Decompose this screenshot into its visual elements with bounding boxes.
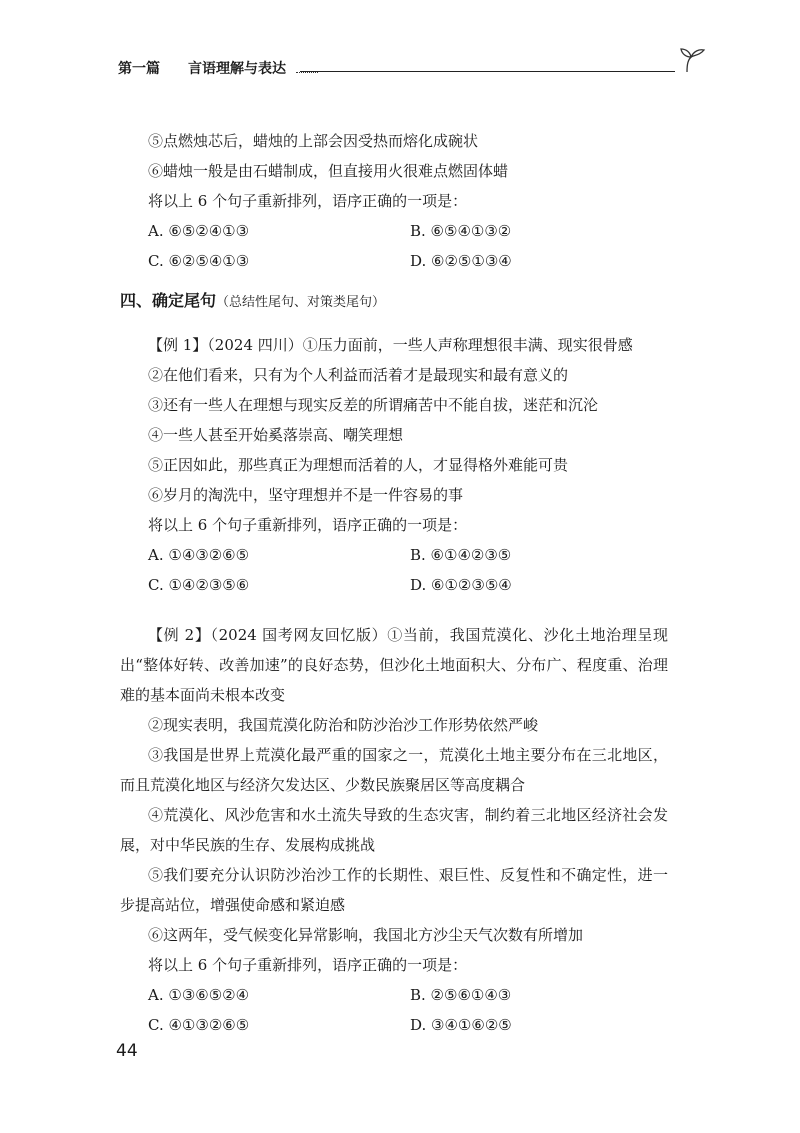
carryover-sentence-6: ⑥蜡烛一般是由石蜡制成，但直接用火很难点燃固体蜡	[148, 162, 509, 180]
sprout-icon	[675, 44, 709, 78]
section-subtitle: （总结性尾句、对策类尾句）	[216, 295, 386, 310]
example2-sentence-4: ④荒漠化、风沙危害和水土流失导致的生态灾害，制约着三北地区经济社会发展，对中华民族的生存、发展构成挑战	[120, 806, 668, 854]
section-title: 四、确定尾句	[120, 291, 217, 310]
section-heading	[120, 284, 668, 318]
example1-option-a: A. ①④③②⑥⑤	[148, 546, 250, 564]
running-header	[118, 58, 704, 80]
example2-sentence-6: ⑥这两年，受气候变化异常影响，我国北方沙尘天气次数有所增加	[148, 926, 584, 944]
example2-options-row-2	[120, 1010, 668, 1040]
example1-options-row-2	[120, 570, 668, 600]
example2-sentence-3: ③我国是世界上荒漠化最严重的国家之一，荒漠化土地主要分布在三北地区，而且荒漠化地区与经济欠发达区、少数民族聚居区等高度耦合	[120, 746, 668, 794]
carryover-option-d: D. ⑥②⑤①③④	[410, 252, 512, 270]
example1-options-row-1	[120, 540, 668, 570]
example1-sentence-5: ⑤正因如此，那些真正为理想而活着的人，才显得格外难能可贵	[148, 456, 569, 474]
example2-option-d: D. ③④①⑥②⑤	[410, 1016, 512, 1034]
example1-option-c: C. ①④②③⑤⑥	[148, 576, 250, 594]
example1-sentence-3: ③还有一些人在理想与现实反差的所谓痛苦中不能自拔，迷茫和沉沦	[148, 396, 599, 414]
carryover-option-c: C. ⑥②⑤④①③	[148, 252, 250, 270]
example1-sentence-6: ⑥岁月的淘洗中，坚守理想并不是一件容易的事	[148, 486, 464, 504]
example2-options-row-1	[120, 980, 668, 1010]
page-content	[120, 126, 668, 1040]
example2-option-a: A. ①③⑥⑤②④	[148, 986, 250, 1004]
example1-sentence-2: ②在他们看来，只有为个人利益而活着才是最现实和最有意义的	[148, 366, 569, 384]
example1-option-b: B. ⑥①④②③⑤	[410, 546, 512, 564]
page-number: 44	[116, 1041, 138, 1061]
header-rule	[300, 71, 675, 72]
example1-sentence-1: 【例 1】（2024 四川）①压力面前，一些人声称理想很丰满、现实很骨感	[148, 336, 633, 354]
header-part: 第一篇	[118, 61, 160, 77]
example1-option-d: D. ⑥①②③⑤④	[410, 576, 512, 594]
carryover-option-b: B. ⑥⑤④①③②	[410, 222, 512, 240]
carryover-option-a: A. ⑥⑤②④①③	[148, 222, 250, 240]
example-spacer	[120, 600, 668, 620]
example1-prompt: 将以上 6 个句子重新排列，语序正确的一项是：	[148, 516, 468, 534]
example2-option-b: B. ②⑤⑥①④③	[410, 986, 512, 1004]
example2-sentence-5: ⑤我们要充分认识防沙治沙工作的长期性、艰巨性、反复性和不确定性，进一步提高站位，增强使命感和紧迫感	[120, 866, 668, 914]
example2-option-c: C. ④①③②⑥⑤	[148, 1016, 250, 1034]
carryover-options-row-2	[120, 246, 668, 276]
example1-sentence-4: ④一些人甚至开始奚落崇高、嘲笑理想	[148, 426, 404, 444]
example2-prompt: 将以上 6 个句子重新排列，语序正确的一项是：	[148, 956, 468, 974]
header-title: 言语理解与表达	[188, 61, 286, 77]
carryover-sentence-5: ⑤点燃烛芯后，蜡烛的上部会因受热而熔化成碗状	[148, 132, 479, 150]
example2-sentence-2: ②现实表明，我国荒漠化防治和防沙治沙工作形势依然严峻	[148, 716, 539, 734]
carryover-prompt: 将以上 6 个句子重新排列，语序正确的一项是：	[148, 192, 468, 210]
carryover-options-row-1	[120, 216, 668, 246]
example2-sentence-1: 【例 2】（2024 国考网友回忆版）①当前，我国荒漠化、沙化土地治理呈现出“整体好转、改善加速”的良好态势，但沙化土地面积大、分布广、程度重、治理难的基本面尚未根本改变	[120, 626, 668, 704]
